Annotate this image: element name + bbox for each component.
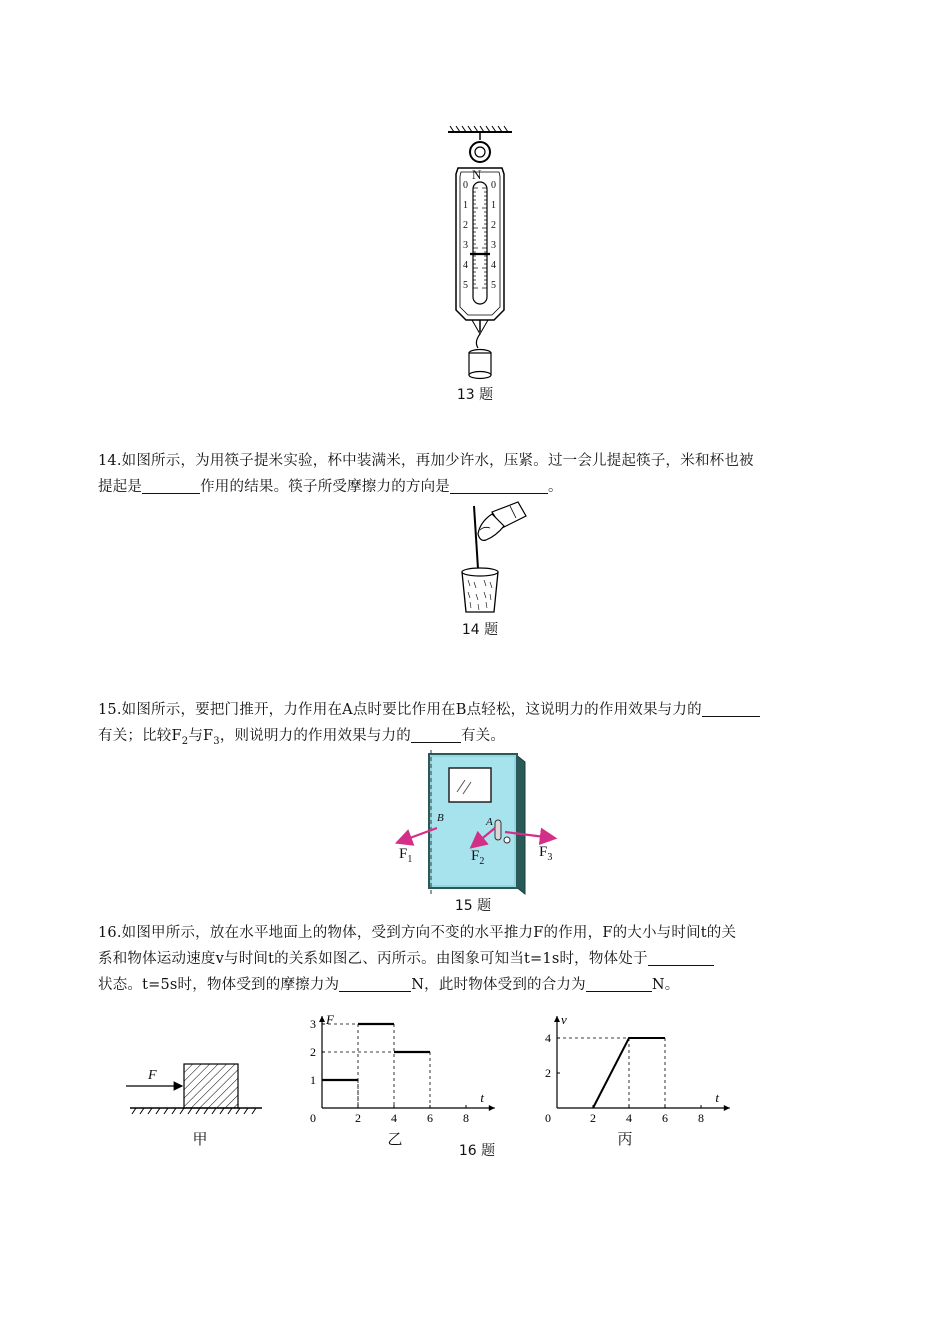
figure-14 <box>440 500 530 620</box>
figure-13 <box>420 120 540 390</box>
x-tick-label-2: 2 <box>590 1111 596 1125</box>
scale-mark-right-0: 0 <box>491 180 496 191</box>
x-tick-label-2: 2 <box>355 1111 361 1125</box>
x-tick-label-0: 0 <box>545 1111 551 1125</box>
force-f3-label: $F_3$ <box>539 844 553 863</box>
question-15-line-2: 有关；比较$F_2$与$F_3$，则说明力的作用效果与力的 有关。 <box>98 728 506 747</box>
x-axis-label: t <box>715 1090 720 1105</box>
y-tick-label-1: 1 <box>310 1073 316 1087</box>
panel-label-bing: 丙 <box>617 1130 633 1148</box>
velocity-time-chart <box>535 1010 745 1125</box>
force-f2-label: $F_2$ <box>471 848 485 867</box>
question-16 <box>98 920 736 998</box>
figure-16-yi <box>300 1010 510 1150</box>
panel-label-jia: 甲 <box>192 1130 208 1148</box>
figure-15 <box>385 748 575 898</box>
figure-15-caption: 15 题 <box>454 898 492 914</box>
scale-mark-left-0: 0 <box>463 180 468 191</box>
panel-label-yi: 乙 <box>387 1130 403 1148</box>
answer-blank-16a[interactable] <box>648 949 714 966</box>
question-15 <box>98 697 760 755</box>
scale-mark-left-3: 3 <box>463 240 468 251</box>
figure-16-caption: 16 题 <box>458 1143 496 1159</box>
answer-blank-16c[interactable] <box>586 975 652 992</box>
figure-16-bing <box>535 1010 745 1150</box>
chopstick-rice-cup-illustration <box>440 500 530 620</box>
scale-mark-right-4: 4 <box>491 260 496 271</box>
scale-mark-left-1: 1 <box>463 200 468 211</box>
question-16-line-2: 系和物体运动速度v与时间t的关系如图乙、丙所示。由图象可知当t=1s时，物体处于 <box>98 946 736 972</box>
x-tick-label-8: 8 <box>463 1111 469 1125</box>
x-tick-label-0: 0 <box>310 1111 316 1125</box>
scale-mark-right-1: 1 <box>491 200 496 211</box>
y-tick-label-2: 2 <box>310 1045 316 1059</box>
x-axis-arrow <box>724 1105 730 1111</box>
y-tick-label-3: 3 <box>310 1017 316 1031</box>
x-tick-label-4: 4 <box>626 1111 632 1125</box>
question-14 <box>98 448 754 500</box>
x-tick-label-6: 6 <box>662 1111 668 1125</box>
scale-mark-right-5: 5 <box>491 280 496 291</box>
scale-mark-right-2: 2 <box>491 220 496 231</box>
y-axis-arrow <box>319 1016 325 1022</box>
point-a-label: A <box>486 816 493 828</box>
x-tick-label-6: 6 <box>427 1111 433 1125</box>
scale-mark-left-4: 4 <box>463 260 468 271</box>
question-14-line-1: 14.如图所示，为用筷子提米实验，杯中装满米，再加少许水，压紧。过一会儿提起筷子，米和杯也被 <box>98 453 754 469</box>
y-axis-arrow <box>554 1016 560 1022</box>
push-force-label: F <box>148 1068 157 1083</box>
x-axis-arrow <box>489 1105 495 1111</box>
spring-scale-illustration <box>420 120 540 390</box>
answer-blank-14a[interactable] <box>142 477 200 494</box>
scale-unit-label: N <box>472 167 482 182</box>
question-14-line-2: 提起是 作用的结果。筷子所受摩擦力的方向是 。 <box>98 479 563 495</box>
figure-16-jia <box>120 1060 270 1160</box>
answer-blank-14b[interactable] <box>450 477 548 494</box>
block-on-ground-illustration <box>120 1060 270 1120</box>
y-tick-label-2: 2 <box>545 1066 551 1080</box>
y-tick-label-4: 4 <box>545 1031 551 1045</box>
figure-13-caption: 13 题 <box>456 387 494 403</box>
velocity-line <box>593 1038 665 1108</box>
door-illustration <box>385 748 575 898</box>
answer-blank-16b[interactable] <box>339 975 411 992</box>
force-time-chart <box>300 1010 510 1125</box>
scale-mark-left-5: 5 <box>463 280 468 291</box>
point-b-label: B <box>437 812 444 824</box>
figure-14-caption: 14 题 <box>461 622 499 638</box>
scale-mark-left-2: 2 <box>463 220 468 231</box>
force-f1-label: $F_1$ <box>399 846 413 865</box>
x-tick-label-4: 4 <box>391 1111 397 1125</box>
answer-blank-15b[interactable] <box>411 726 461 743</box>
y-axis-label: v <box>561 1012 567 1027</box>
y-axis-label: F <box>326 1012 334 1027</box>
x-axis-label: t <box>480 1090 485 1105</box>
question-15-line-1: 15.如图所示，要把门推开，力作用在A点时要比作用在B点轻松，这说明力的作用效果与力的 <box>98 697 760 723</box>
answer-blank-15a[interactable] <box>702 700 760 717</box>
scale-mark-right-3: 3 <box>491 240 496 251</box>
x-tick-label-8: 8 <box>698 1111 704 1125</box>
question-16-line-3: 状态。t=5s时，物体受到的摩擦力为 N，此时物体受到的合力为 N。 <box>98 977 680 993</box>
question-16-line-1: 16.如图甲所示，放在水平地面上的物体，受到方向不变的水平推力F的作用，F的大小与时间t的关 <box>98 925 737 941</box>
